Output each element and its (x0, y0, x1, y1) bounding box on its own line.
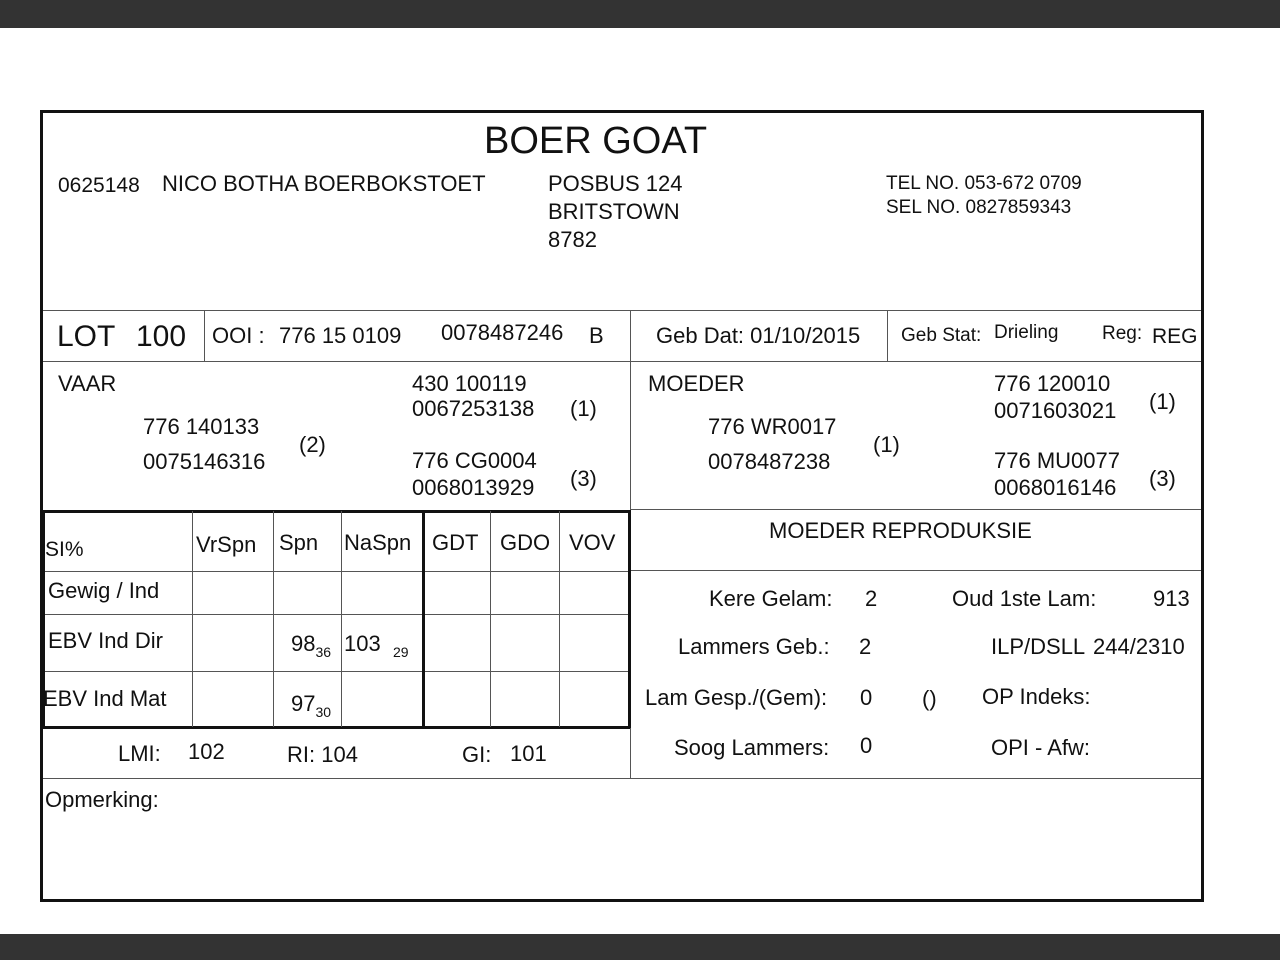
separator-lot (43, 361, 1201, 362)
ebv-mat-spn (291, 691, 332, 720)
lot-number: 100 (136, 320, 187, 353)
separator-remark (43, 778, 1201, 779)
owner-address-line-2: BRITSTOWN (548, 199, 680, 224)
moeder-reg: 0078487238 (708, 449, 831, 474)
ebv-header-vrspn: VrSpn (196, 532, 257, 557)
owner-sel: SEL NO. 0827859343 (886, 197, 1072, 218)
card-title: BOER GOAT (484, 120, 708, 162)
separator-pedigree-right (630, 509, 1201, 510)
ebv-header-naspn: NaSpn (344, 530, 412, 555)
ebv-table-top (42, 510, 631, 513)
remark-label: Opmerking: (45, 787, 159, 812)
op-indeks-label: OP Indeks: (982, 684, 1091, 709)
moeder-label: MOEDER (648, 371, 745, 396)
vaar-mark: (2) (299, 432, 326, 457)
ebv-col-line-3 (341, 511, 342, 727)
moeder-granddam-1-mark: (1) (1149, 389, 1176, 414)
ebv-mat-spn-accuracy: 30 (315, 704, 332, 720)
ilp-dsll-value: 244/2310 (1093, 634, 1185, 659)
ebv-col-line-6 (559, 511, 560, 727)
ebv-row-label-gewig: Gewig / Ind (48, 578, 160, 603)
ebv-header-gdo: GDO (500, 530, 551, 555)
repro-title: MOEDER REPRODUKSIE (769, 518, 1032, 543)
ebv-corner-label: SI% (45, 538, 84, 561)
geb-dat: Geb Dat: 01/10/2015 (656, 323, 861, 348)
geb-stat-label: Geb Stat: (901, 325, 982, 346)
moeder-granddam-1-reg: 0071603021 (994, 398, 1117, 423)
divider-gebdat-gebstat (887, 310, 888, 361)
ebv-header-spn: Spn (279, 530, 319, 555)
ebv-table-bottom (42, 726, 631, 729)
ebv-header-line (43, 571, 631, 572)
ebv-mat-spn-value: 97 (291, 691, 316, 716)
ooi-label: OOI : (212, 323, 265, 348)
owner-name: NICO BOTHA BOERBOKSTOET (162, 171, 486, 196)
ebv-dir-spn-value: 98 (291, 631, 316, 656)
ebv-header-gdt: GDT (432, 530, 479, 555)
ooi-class: B (589, 323, 604, 348)
soog-lammers-label: Soog Lammers: (674, 735, 830, 760)
lmi-value: 102 (188, 739, 225, 764)
ebv-col-line-1 (192, 511, 193, 727)
moeder-granddam-1-id: 776 120010 (994, 371, 1111, 396)
vaar-grandsire-1-id: 430 100119 (412, 371, 527, 396)
lmi-label: LMI: (118, 741, 161, 766)
frame-bottom (40, 899, 1203, 902)
owner-tel: TEL NO. 053-672 0709 (886, 173, 1082, 194)
ebv-row-line-1 (43, 614, 631, 615)
lot-label: LOT (57, 320, 116, 353)
lam-gesp-label: Lam Gesp./(Gem): (645, 685, 828, 710)
divider-lot-ooi (204, 310, 205, 361)
kere-gelam-label: Kere Gelam: (709, 586, 833, 611)
frame-top (41, 110, 1204, 113)
ooi-reg: 0078487246 (441, 320, 564, 345)
ilp-dsll-label: ILP/DSLL (991, 634, 1086, 659)
frame-left (40, 110, 43, 902)
ebv-dir-naspn-accuracy: 29 (392, 644, 409, 660)
separator-header (43, 310, 1201, 311)
vaar-reg: 0075146316 (143, 449, 266, 474)
frame-right (1201, 110, 1204, 902)
lammers-geb-value: 2 (859, 634, 872, 659)
repro-title-line (630, 570, 1201, 571)
ebv-dir-spn-accuracy: 36 (315, 644, 332, 660)
ebv-header-vov: VOV (569, 530, 616, 555)
ebv-dir-naspn (344, 631, 409, 660)
vaar-label: VAAR (58, 371, 117, 396)
vaar-grandsire-2-mark: (3) (570, 466, 597, 491)
reg-label: Reg: (1102, 323, 1143, 344)
moeder-granddam-2-id: 776 MU0077 (994, 448, 1120, 473)
lam-gesp-paren: () (922, 686, 937, 711)
moeder-id: 776 WR0017 (708, 414, 837, 439)
ri-value: RI: 104 (287, 742, 358, 767)
reg-value: REG (1152, 325, 1198, 348)
oud-1ste-lam-label: Oud 1ste Lam: (952, 586, 1097, 611)
owner-address-line-3: 8782 (548, 227, 597, 252)
ebv-row-label-mat: EBV Ind Mat (43, 686, 167, 711)
vaar-grandsire-1-reg: 0067253138 (412, 396, 535, 421)
moeder-granddam-2-reg: 0068016146 (994, 475, 1117, 500)
ebv-col-line-4 (422, 511, 425, 727)
vaar-grandsire-2-id: 776 CG0004 (412, 448, 537, 473)
geb-stat-value: Drieling (994, 322, 1059, 343)
soog-lammers-value: 0 (860, 733, 873, 758)
kere-gelam-value: 2 (865, 586, 878, 611)
ebv-col-line-2 (273, 511, 274, 727)
owner-address-line-1: POSBUS 124 (548, 171, 683, 196)
moeder-granddam-2-mark: (3) (1149, 466, 1176, 491)
vaar-grandsire-1-mark: (1) (570, 396, 597, 421)
lammers-geb-label: Lammers Geb.: (678, 634, 830, 659)
oud-1ste-lam-value: 913 (1153, 586, 1190, 611)
opi-afw-label: OPI - Afw: (991, 735, 1091, 760)
ebv-table-right (628, 510, 631, 728)
ebv-row-line-2 (43, 671, 631, 672)
owner-code: 0625148 (58, 174, 140, 197)
ebv-row-label-dir: EBV Ind Dir (48, 628, 163, 653)
ooi-id: 776 15 0109 (279, 323, 402, 348)
gi-value: 101 (510, 741, 547, 766)
vaar-grandsire-2-reg: 0068013929 (412, 475, 535, 500)
ebv-col-line-5 (490, 511, 491, 727)
lam-gesp-value: 0 (860, 685, 873, 710)
vaar-id: 776 140133 (143, 414, 260, 439)
moeder-mark: (1) (873, 432, 900, 457)
gi-label: GI: (462, 742, 492, 767)
ebv-dir-spn (291, 631, 332, 660)
ebv-dir-naspn-value: 103 (344, 631, 381, 656)
